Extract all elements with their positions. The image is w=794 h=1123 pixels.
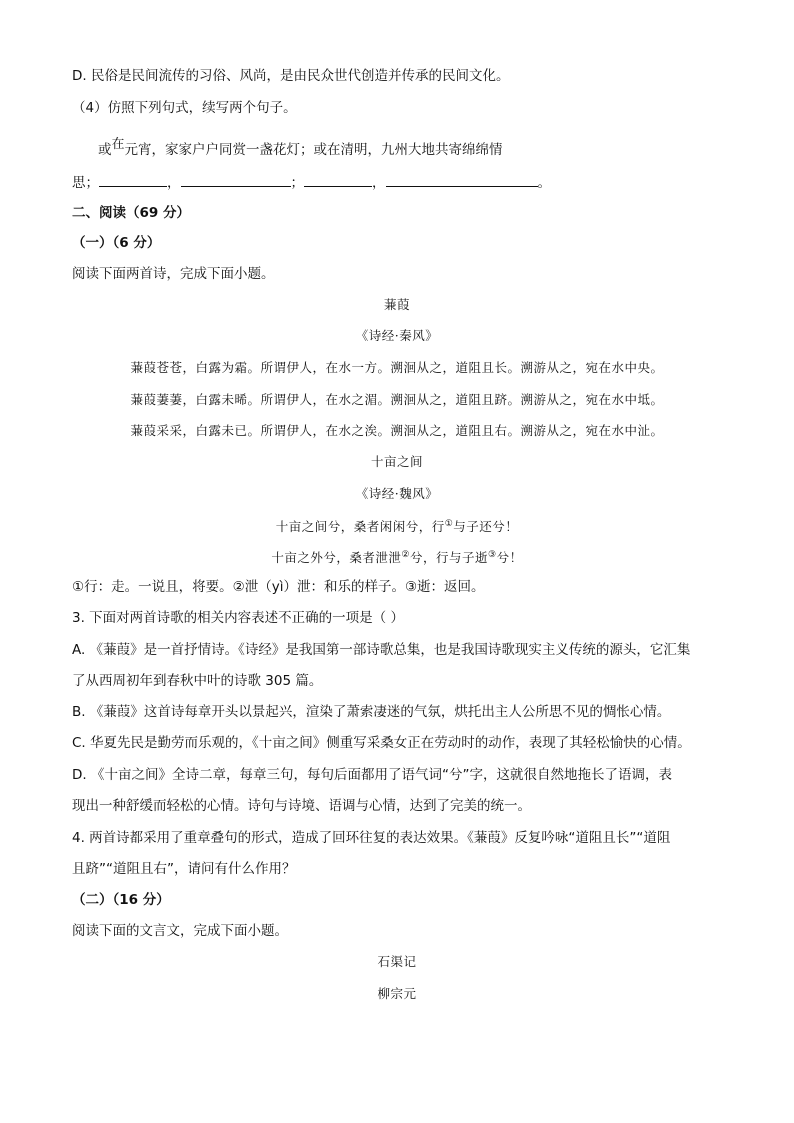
poem-2-line-2-part-b: 兮，行与子逝 <box>409 550 488 566</box>
poem-2-source: 《诗经·魏风》 <box>355 486 439 501</box>
part-2-title: （二）（16 分） <box>72 892 170 908</box>
footnote-marker-2: ② <box>401 550 410 560</box>
example-body: 元宵，家家户户同赏一盏花灯；或在清明，九州大地共寄绵绵情 <box>124 142 503 158</box>
poem-1-line-1: 蒹葭苍苍，白露为霜。所谓伊人，在水一方。溯洄从之，道阻且长。溯游从之，宛在水中央。 <box>130 360 664 375</box>
answer-blank-1[interactable] <box>99 172 167 187</box>
example-sentence <box>98 137 503 161</box>
continuation-line <box>72 172 551 193</box>
separator-1: ， <box>167 175 181 191</box>
essay-title: 石渠记 <box>377 954 417 969</box>
poem-notes: ①行：走。一说且，将要。②泄（yì）泄：和乐的样子。③逝：返回。 <box>72 579 485 595</box>
poem-2-line-2-part-c: 兮！ <box>496 550 523 566</box>
section-2-title: 二、阅读（69 分） <box>72 205 190 221</box>
separator-3: ， <box>372 175 386 191</box>
poem-2-line-2-part-a: 十亩之外兮，桑者泄泄 <box>271 550 402 566</box>
question-4-line-2: 且跻”“道阻且右”，请问有什么作用？ <box>72 861 296 877</box>
continuation-start: 思； <box>72 175 99 191</box>
question-4-line-1: 4. 两首诗都采用了重章叠句的形式，造成了回环往复的表达效果。《蒹葭》反复吟咏“道阻且长”“道阻 <box>72 830 671 846</box>
part-1-title: （一）（6 分） <box>72 235 161 251</box>
question-3-option-c: C. 华夏先民是勤劳而乐观的，《十亩之间》侧重写采桑女正在劳动时的动作，表现了其轻松愉快的心情。 <box>72 735 691 751</box>
part-1-intro: 阅读下面两首诗，完成下面小题。 <box>72 266 275 282</box>
question-3-option-a-line-1: A. 《蒹葭》是一首抒情诗。《诗经》是我国第一部诗歌总集，也是我国诗歌现实主义传统的源头，它汇集 <box>72 642 691 658</box>
poem-2-line-1-part-a: 十亩之间兮，桑者闲闲兮，行 <box>275 519 445 535</box>
question-3-option-b: B. 《蒹葭》这首诗每章开头以景起兴，渲染了萧索凄迷的气氛，烘托出主人公所思不见的惆怅心情。 <box>72 704 671 720</box>
poem-2-title: 十亩之间 <box>370 454 423 469</box>
question-3-option-d-line-2: 现出一种舒缓而轻松的心情。诗句与诗境、语调与心情，达到了完美的统一。 <box>72 798 531 814</box>
essay-author: 柳宗元 <box>377 986 417 1001</box>
example-prefix: 或 <box>98 142 112 158</box>
footnote-marker-3: ③ <box>488 550 497 560</box>
question-3-stem: 3. 下面对两首诗歌的相关内容表述不正确的一项是（ ） <box>72 610 404 626</box>
poem-2-line-1-part-b: 与子还兮！ <box>453 519 519 535</box>
poem-1-source: 《诗经·秦风》 <box>355 328 439 343</box>
poem-1-line-3: 蒹葭采采，白露未已。所谓伊人，在水之涘。溯洄从之，道阻且右。溯游从之，宛在水中沚。 <box>130 423 664 438</box>
answer-blank-3[interactable] <box>304 172 372 187</box>
question-3-option-a-line-2: 了从西周初年到春秋中叶的诗歌 305 篇。 <box>72 673 323 689</box>
example-raised-char: 在 <box>111 137 125 152</box>
answer-blank-2[interactable] <box>181 172 291 187</box>
answer-blank-4[interactable] <box>386 172 538 187</box>
part-2-intro: 阅读下面的文言文，完成下面小题。 <box>72 923 288 939</box>
footnote-marker-1: ① <box>444 519 454 529</box>
poem-1-title: 蒹葭 <box>383 297 410 312</box>
sentence-end: 。 <box>537 175 551 191</box>
question-option-d: D. 民俗是民间流传的习俗、风尚，是由民众世代创造并传承的民间文化。 <box>72 68 510 84</box>
question-3-option-d-line-1: D. 《十亩之间》全诗二章，每章三句，每句后面都用了语气词“兮”字，这就很自然地拖长了语调，表 <box>72 767 672 783</box>
poem-1-line-2: 蒹葭萋萋，白露未晞。所谓伊人，在水之湄。溯洄从之，道阻且跻。溯游从之，宛在水中坻。 <box>130 392 664 407</box>
poem-2-line-2 <box>0 545 794 568</box>
separator-2: ； <box>290 175 304 191</box>
poem-2-line-1 <box>0 514 794 537</box>
question-4-prompt: （4）仿照下列句式，续写两个句子。 <box>72 100 297 116</box>
